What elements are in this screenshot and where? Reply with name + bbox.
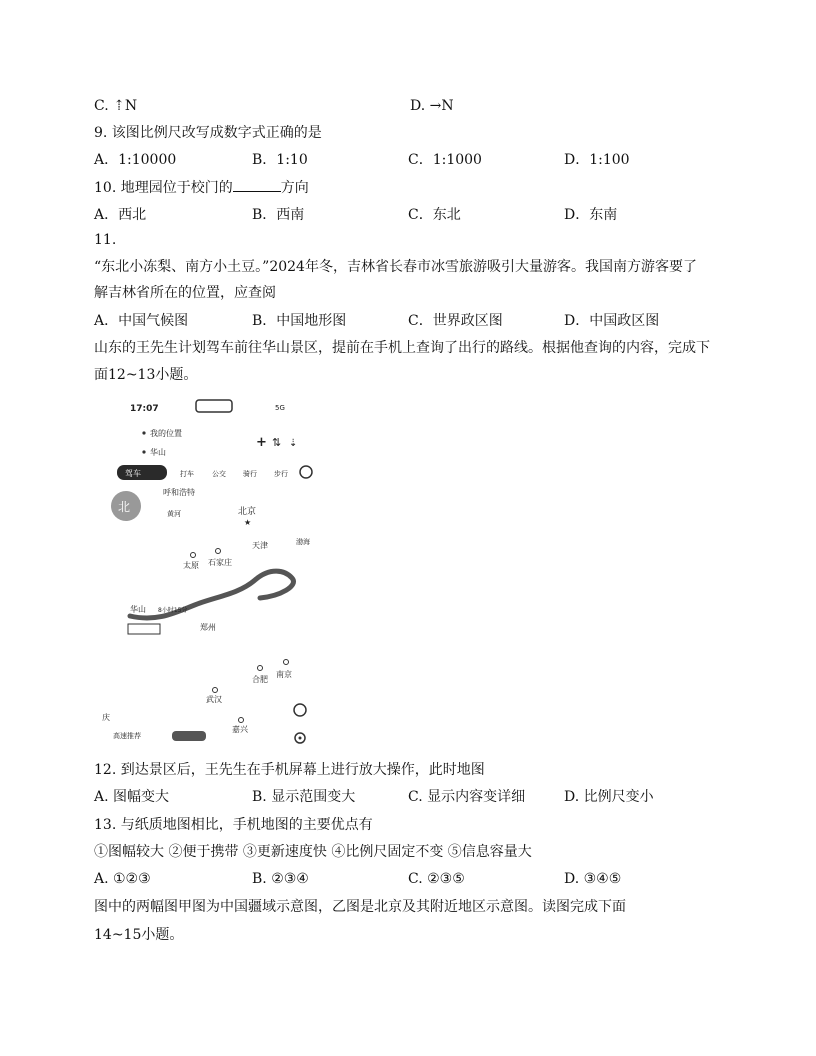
city-label: 渤海	[296, 538, 310, 546]
destination-dot	[142, 450, 145, 453]
question-11-number: 11.	[94, 232, 117, 248]
city-label: 呼和浩特	[163, 488, 195, 497]
q10-option-a: A．西北	[94, 207, 147, 223]
intro-14-line1: 图中的两幅图甲图为中国疆域示意图，乙图是北京及其附近地区示意图。读图完成下面	[94, 899, 626, 915]
q12-option-b: B. 显示范围变大	[252, 789, 356, 805]
q13-option-a: A. ①②③	[94, 871, 151, 887]
question-13-stem: 13. 与纸质地图相比，手机地图的主要优点有	[94, 817, 373, 833]
city-marker	[239, 718, 244, 723]
city-marker	[216, 549, 221, 554]
intro-14-line2: 14~15小题。	[94, 927, 184, 943]
status-time: 17:07	[130, 404, 159, 414]
q10-stem-start: 10. 地理园位于校门的	[94, 180, 233, 196]
route-line	[130, 571, 293, 618]
add-stop-icon: +	[256, 435, 267, 450]
option-d: D. →N	[410, 98, 454, 114]
q10-stem-end: 方向	[280, 180, 309, 196]
phone-map-screenshot	[100, 398, 322, 750]
status-pill	[196, 400, 232, 412]
q12-option-d: D. 比例尺变小	[564, 789, 654, 805]
city-label: 郑州	[200, 623, 216, 632]
city-marker	[284, 660, 289, 665]
tab-taxi[interactable]: 打车	[180, 470, 194, 478]
q11-option-d: D．中国政区图	[564, 313, 660, 329]
question-9-stem: 9. 该图比例尺改写成数字式正确的是	[94, 125, 322, 141]
city-label: 南京	[276, 670, 292, 679]
route-tag	[128, 624, 160, 634]
question-12-stem: 12. 到达景区后，王先生在手机屏幕上进行放大操作，此时地图	[94, 762, 485, 778]
q10-option-b: B．西南	[252, 207, 305, 223]
city-label: 石家庄	[208, 558, 232, 567]
map-svg	[100, 398, 322, 750]
intro-12-line1: 山东的王先生计划驾车前往华山景区，提前在手机上查询了出行的路线。根据他查询的内容，完成下	[94, 340, 710, 356]
city-label: 华山	[130, 605, 146, 614]
more-icon[interactable]	[300, 466, 312, 478]
q11-option-c: C．世界政区图	[408, 313, 503, 329]
city-label: 庆	[102, 713, 110, 722]
route-badge	[172, 731, 206, 741]
question-11-stem-line1: “东北小冻梨、南方小土豆。”2024年冬，吉林省长春市冰雪旅游吸引大量游客。我国南方游客要了	[94, 259, 697, 275]
q9-option-b: B．1:10	[252, 152, 308, 168]
q13-option-c: C. ②③⑤	[408, 871, 465, 887]
capital-star-icon: ★	[244, 518, 252, 527]
q13-option-b: B. ②③④	[252, 871, 309, 887]
locate-dot	[299, 737, 302, 740]
city-label: 黄河	[167, 510, 181, 518]
city-label: 合肥	[252, 675, 268, 684]
question-10-stem	[94, 177, 309, 198]
q10-option-c: C．东北	[408, 207, 461, 223]
city-marker	[213, 688, 218, 693]
swap-icon: ⇅	[272, 436, 282, 449]
q11-option-b: B．中国地形图	[252, 313, 347, 329]
tab-walk[interactable]: 步行	[274, 470, 288, 478]
city-marker	[191, 553, 196, 558]
intro-12-line2: 面12~13小题。	[94, 367, 198, 383]
route-time: 8小时15分	[158, 607, 188, 614]
origin-text: 我的位置	[150, 429, 182, 438]
q12-option-a: A. 图幅变大	[94, 789, 170, 805]
status-signal: 5G	[275, 404, 285, 412]
q11-option-a: A．中国气候图	[94, 313, 189, 329]
answer-blank	[233, 177, 281, 192]
q13-option-d: D. ③④⑤	[564, 871, 622, 887]
destination-text: 华山	[150, 448, 166, 457]
tab-bus[interactable]: 公交	[212, 470, 226, 478]
question-11-stem-line2: 解吉林省所在的位置，应查阅	[94, 285, 276, 301]
city-label: 武汉	[206, 695, 222, 704]
q10-option-d: D．东南	[564, 207, 618, 223]
q9-option-a: A．1:10000	[94, 152, 177, 168]
q9-option-c: C．1:1000	[408, 152, 482, 168]
north-label: 北	[118, 500, 131, 514]
city-label: 太原	[183, 561, 199, 570]
option-c: C. ⇡N	[94, 98, 138, 114]
tab-drive[interactable]: 驾车	[125, 469, 141, 478]
question-13-items: ①图幅较大 ②便于携带 ③更新速度快 ④比例尺固定不变 ⑤信息容量大	[94, 844, 532, 860]
city-label: 天津	[252, 541, 268, 550]
tab-bike[interactable]: 骑行	[243, 470, 257, 478]
q9-option-d: D．1:100	[564, 152, 630, 168]
compass-icon[interactable]	[294, 704, 306, 716]
city-label: 嘉兴	[232, 725, 248, 734]
city-label: 北京	[238, 507, 257, 517]
origin-dot	[142, 431, 145, 434]
route-icon: ⇣	[289, 438, 298, 449]
route-recommend-label: 高速推荐	[113, 732, 141, 740]
q12-option-c: C. 显示内容变详细	[408, 789, 526, 805]
city-marker	[258, 666, 263, 671]
